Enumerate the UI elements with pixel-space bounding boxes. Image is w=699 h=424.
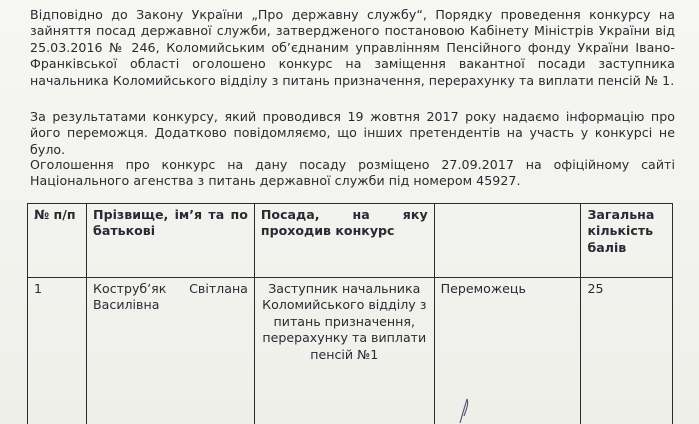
cell-name: Кострубʼяк Світлана Василівна: [87, 278, 255, 424]
results-table: [27, 203, 673, 424]
header-result: [434, 204, 581, 278]
intro-paragraph: Відповідно до Закону України „Про державну службу“, Порядку проведення конкурсу на зайняття посад державної служби, затвердженого постановою Кабінету Міністрів України від 25.03.2016 № 246, Коломийським об’єднаним управлінням Пенсійного фонду України Івано-Франківської області оголошено конкурс на заміщення вакантної посади заступника начальника Коломийського відділу з питань призначення, перерахунку та виплати пенсій № 1.: [30, 7, 675, 88]
header-score: Загальна кількість балів: [581, 204, 673, 278]
signature-mark: [455, 398, 477, 424]
cell-result: Переможець: [434, 278, 581, 424]
header-num: № п/п: [28, 204, 87, 278]
header-name: Прізвище, ім’я та по батькові: [87, 204, 255, 278]
table-row: [28, 278, 673, 424]
cell-position: Заступник начальника Коломийського відділу з питань призначення, перерахунку та виплати пенсій №1: [254, 278, 434, 424]
announcement-paragraph: Оголошення про конкурс на дану посаду розміщено 27.09.2017 на офіційному сайті Національного агенства з питань державної служби під номером 45927.: [30, 157, 675, 189]
cell-score: 25: [581, 278, 673, 424]
results-paragraph: За результатами конкурсу, який проводився 19 жовтня 2017 року надаємо інформацію про його переможця. Додатково повідомляємо, що інших претендентів на участь у конкурсі не було.: [30, 109, 675, 157]
cell-num: 1: [28, 278, 87, 424]
table-header-row: [28, 204, 673, 278]
header-position: Посада, на яку проходив конкурс: [254, 204, 434, 278]
